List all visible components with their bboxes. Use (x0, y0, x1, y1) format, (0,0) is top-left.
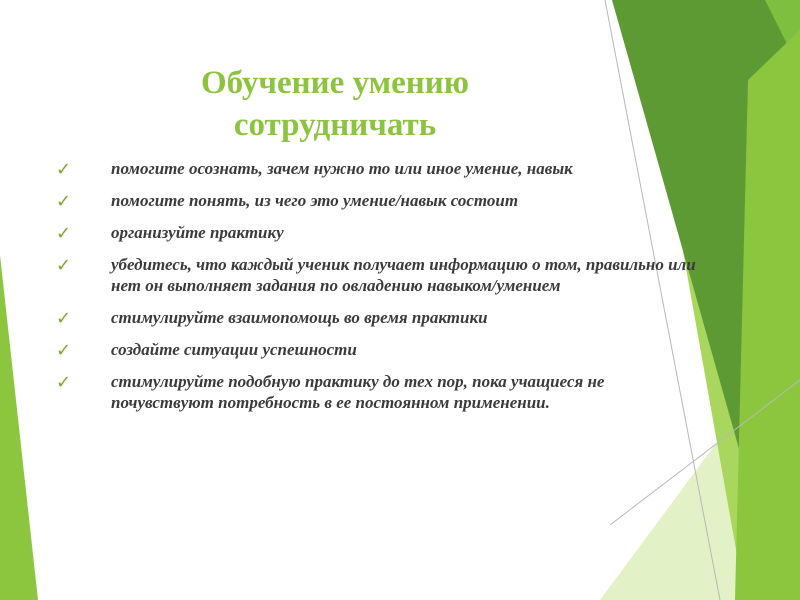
list-item-text: создайте ситуации успешности (111, 340, 357, 359)
check-mark-icon: ✓ (56, 191, 72, 212)
left-green-strip (0, 255, 38, 600)
title-line-2: сотрудничать (233, 107, 437, 143)
list-item-text: стимулируйте взаимопомощь во время практики (111, 308, 488, 327)
list-item (56, 190, 696, 211)
list-item-text: помогите осознать, зачем нужно то или иное умение, навык (111, 159, 573, 178)
list-item (56, 158, 696, 179)
list-item (56, 222, 696, 243)
check-mark-icon: ✓ (56, 159, 72, 180)
check-mark-icon: ✓ (56, 223, 72, 244)
list-item (56, 307, 696, 328)
list-item (56, 371, 696, 413)
check-mark-icon: ✓ (56, 372, 72, 393)
list-item-text: стимулируйте подобную практику до тех пор, пока учащиеся не почувствуют потребность в ее постоянном применении. (111, 372, 605, 412)
list-item (56, 339, 696, 360)
list-item-text: помогите понять, из чего это умение/навык состоит (111, 191, 519, 210)
check-mark-icon: ✓ (56, 340, 72, 361)
bullet-list (56, 158, 696, 424)
title-line-1: Обучение умению (200, 65, 470, 101)
check-mark-icon: ✓ (56, 255, 72, 276)
slide-title (130, 62, 540, 146)
check-mark-icon: ✓ (56, 308, 72, 329)
list-item-text: убедитесь, что каждый ученик получает информацию о том, правильно или нет он выполняет задания по овладению навыком/умением (111, 255, 696, 295)
list-item-text: организуйте практику (111, 223, 284, 242)
list-item (56, 254, 696, 296)
